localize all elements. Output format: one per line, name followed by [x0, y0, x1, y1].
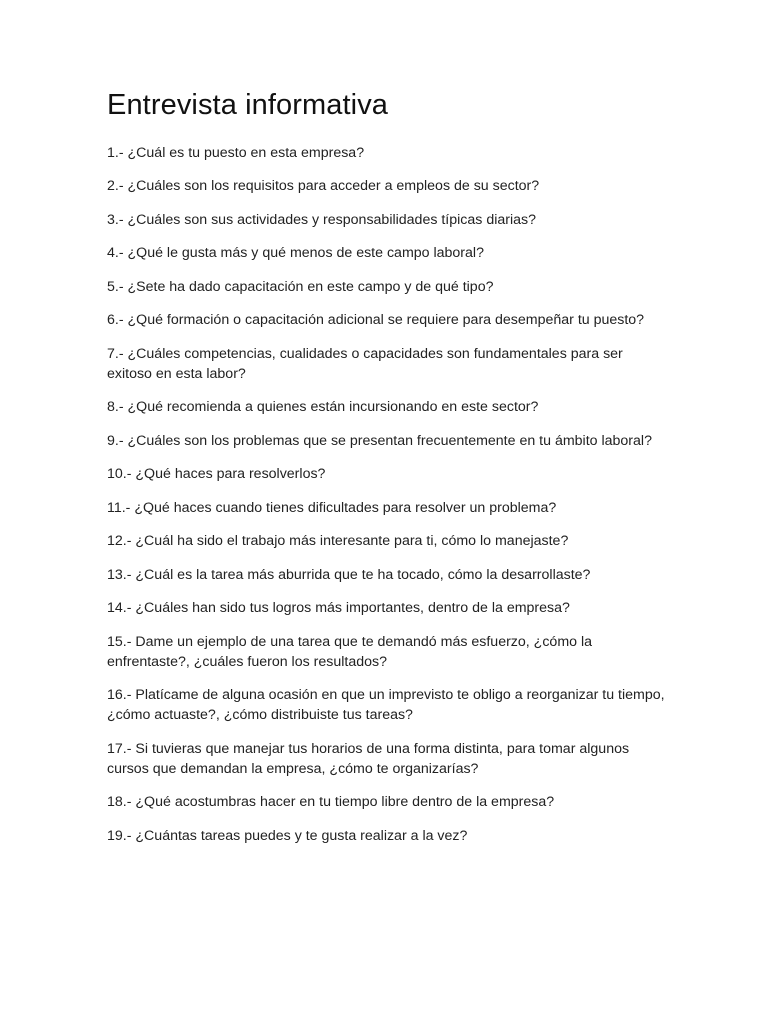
question-item: 3.- ¿Cuáles son sus actividades y responsabilidades típicas diarias? [107, 211, 536, 228]
question-item: 15.- Dame un ejemplo de una tarea que te demandó más esfuerzo, ¿cómo la enfrentaste?, ¿cuáles fueron los resultados? [107, 633, 593, 670]
question-item: 5.- ¿Sete ha dado capacitación en este campo y de qué tipo? [107, 278, 494, 295]
question-item: 14.- ¿Cuáles han sido tus logros más importantes, dentro de la empresa? [107, 600, 570, 617]
question-item: 2.- ¿Cuáles son los requisitos para acceder a empleos de su sector? [107, 178, 540, 195]
question-item: 8.- ¿Qué recomienda a quienes están incursionando en este sector? [107, 399, 539, 416]
document-title: Entrevista informativa [107, 89, 389, 121]
question-item: 1.- ¿Cuál es tu puesto en esta empresa? [107, 144, 365, 161]
question-item: 12.- ¿Cuál ha sido el trabajo más interesante para ti, cómo lo manejaste? [107, 533, 569, 550]
document-page [107, 88, 667, 859]
question-item: 6.- ¿Qué formación o capacitación adicional se requiere para desempeñar tu puesto? [107, 312, 645, 329]
question-item: 16.- Platícame de alguna ocasión en que un imprevisto te obligo a reorganizar tu tiempo, ¿cómo actuaste?, ¿cómo distribuiste tus tareas? [107, 687, 665, 724]
question-item: 7.- ¿Cuáles competencias, cualidades o capacidades son fundamentales para ser exitoso en esta labor? [107, 345, 623, 382]
question-item: 11.- ¿Qué haces cuando tienes dificultades para resolver un problema? [107, 499, 557, 516]
question-item: 10.- ¿Qué haces para resolverlos? [107, 466, 326, 483]
question-item: 18.- ¿Qué acostumbras hacer en tu tiempo libre dentro de la empresa? [107, 794, 555, 811]
question-item: 4.- ¿Qué le gusta más y qué menos de este campo laboral? [107, 245, 484, 262]
question-item: 13.- ¿Cuál es la tarea más aburrida que te ha tocado, cómo la desarrollaste? [107, 566, 591, 583]
question-list [107, 143, 667, 846]
question-item: 17.- Si tuvieras que manejar tus horarios de una forma distinta, para tomar algunos cursos que demandan la empresa, ¿cómo te organizarías? [107, 740, 630, 777]
question-item: 19.- ¿Cuántas tareas puedes y te gusta realizar a la vez? [107, 827, 468, 844]
question-item: 9.- ¿Cuáles son los problemas que se presentan frecuentemente en tu ámbito laboral? [107, 432, 652, 449]
